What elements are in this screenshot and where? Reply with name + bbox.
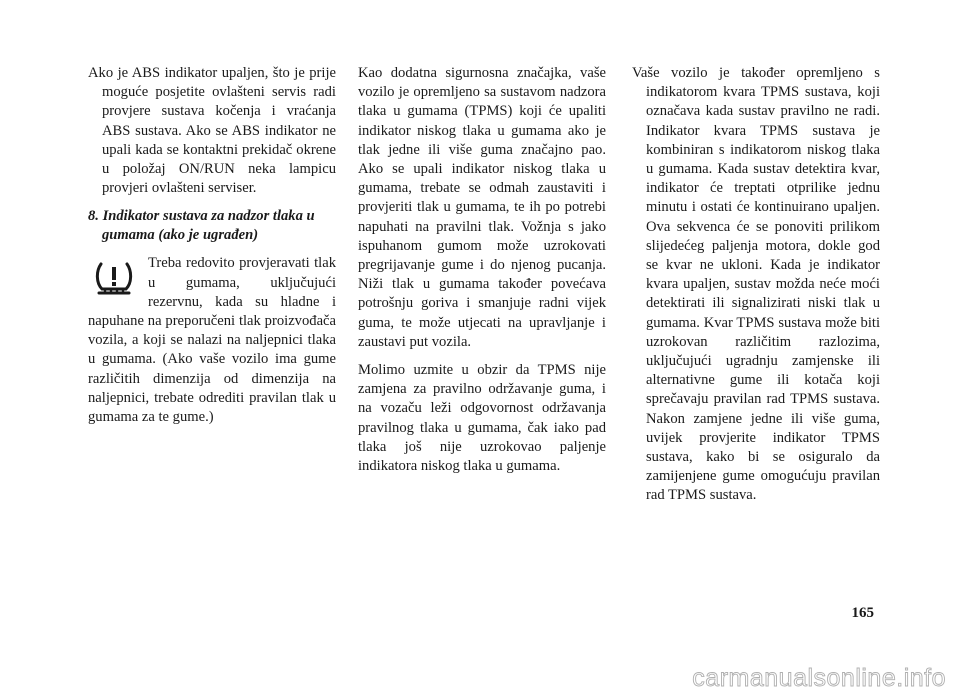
abs-paragraph: Ako je ABS indikator upaljen, što je prije moguće posjetite ovlašteni servis radi provjere sustava kočenja i vraćanja ABS sustava. Ako se ABS indikator ne upali kada se kontaktni prekidač okrene u položaj ON/RUN neka lampicu provjeri ovlašteni serviser. — [88, 65, 336, 197]
section-heading: 8. Indikator sustava za nadzor tlaka u gumama (ako je ugrađen) — [88, 208, 315, 244]
tpms-maintenance-paragraph: Molimo uzmite u obzir da TPMS nije zamjena za pravilno održavanje guma, i na vozaču leži odgovornost održavanja pravilnog tlaka u gumama, čak iako pad tlaka još nije uzrokovao paljenje indikatora niskog tlaka u gumama. — [358, 362, 606, 475]
tire-pressure-text: Treba redovito provjeravati tlak u gumama, uključujući rezervnu, kada su hladne i napuhane na preporučeni tlak proizvođača vozila, a koji se nalazi na naljepnici tlaka u gumama. (Ako vaše vozilo ima gume različitih dimenzija od dimenzija na naljepnici, trebate odrediti pravilan tlak u gumama za te gume.) — [88, 255, 336, 426]
watermark-logo: carmanualsonline.info — [692, 664, 946, 692]
tpms-warning-icon — [94, 258, 134, 296]
page-number: 165 — [851, 605, 874, 621]
column-left — [88, 64, 336, 436]
column-middle — [358, 64, 606, 485]
tpms-safety-paragraph: Kao dodatna sigurnosna značajka, vaše vozilo je opremljeno sa sustavom nadzora tlaka u gumama (TPMS) koji će upaliti indikator niskog tlaka u gumama ako je tlak jedne ili više guma značajno pao. Ako se upali indikator niskog tlaka u gumama, trebate se odmah zaustaviti i provjeriti tlak u gumama, te ih po potrebi napuhati na pravilni tlak. Vožnja s jako ispuhanom gumom može uzrokovati pregrijavanje gume i do njenog pucanja. Niži tlak u gumama također povećava potrošnju goriva i smanjuje radni vijek guma, te može utjecati na upravljanje i zaustavi put vozila. — [358, 65, 606, 350]
tpms-malfunction-paragraph: Vaše vozilo je također opremljeno s indikatorom kvara TPMS sustava, koji označava kada sustav pravilno ne radi. Indikator kvara TPMS sustava je kombiniran s indikatorom niskog tlaka u gumama. Kada sustav detektira kvar, indikator će treptati otprilike jednu minutu i ostati će kontinuirano upaljen. Ova sekvenca će se ponoviti prilikom slijedećeg paljenja motora, dokle god se kvar ne ukloni. Kada je indikator kvara upaljen, sustav možda neće moći detektirati ili signalizirati niski tlak u gumama. Kvar TPMS sustava može biti uzrokovan različitim razlozima, uključujući ugradnju zamjenske ili alternativne gume ili kotača koji sprečavaju pravilan rad TPMS sustava. Nakon zamjene jedne ili više guma, uvijek provjerite indikator TPMS sustava, kako bi se osiguralo da zamijenjene gume omogućuju pravilan rad TPMS sustava. — [632, 65, 880, 504]
tire-pressure-paragraph — [88, 254, 336, 427]
column-right — [632, 64, 880, 515]
